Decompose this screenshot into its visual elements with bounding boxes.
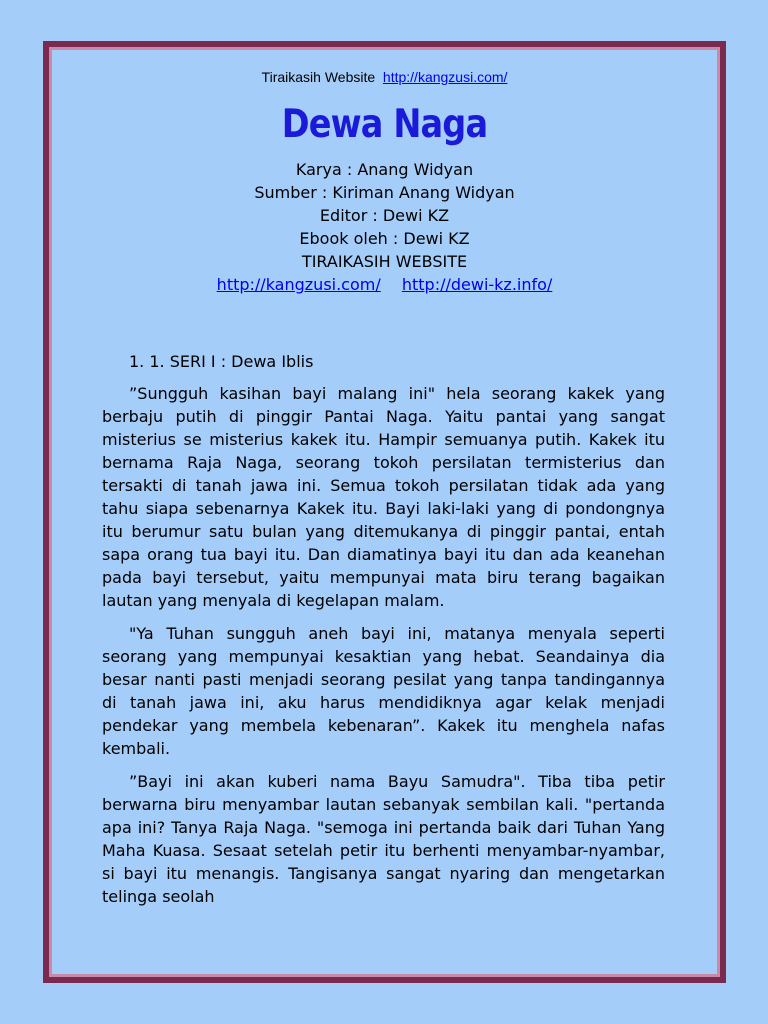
- paragraph: "Ya Tuhan sungguh aneh bayi ini, matanya menyala seperti seorang yang mempunyai kesaktian yang hebat. Seandainya dia besar nanti pasti menjadi seorang pesilat yang tanpa tandingannya di tanah jawa ini, aku harus mendidiknya agar kelak menjadi pendekar yang membela kebenaran”. Kakek itu menghela nafas kembali.: [102, 624, 665, 758]
- kangzusi-link[interactable]: http://kangzusi.com/: [216, 275, 381, 294]
- website-line: TIRAIKASIH WEBSITE: [301, 252, 468, 271]
- page-border-inner: [49, 47, 720, 977]
- site-link[interactable]: http://kangzusi.com/: [382, 69, 508, 85]
- source-line: Sumber : Kiriman Anang Widyan: [254, 183, 515, 202]
- links-line: [52, 273, 717, 296]
- author-line: Karya : Anang Widyan: [295, 160, 474, 179]
- site-name: Tiraikasih Website: [261, 69, 376, 85]
- page-border: [43, 41, 726, 983]
- site-header: [52, 69, 717, 85]
- dewi-kz-link[interactable]: http://dewi-kz.info/: [401, 275, 553, 294]
- paragraph: ”Sungguh kasihan bayi malang ini" hela seorang kakek yang berbaju putih di pinggir Pantai Naga. Yaitu pantai yang sangat misterius se misterius kakek itu. Hampir semuanya putih. Kakek itu bernama Raja Naga, seorang tokoh persilatan termisterius dan tersakti di tanah jawa ini. Semua tokoh persilatan tidak ada yang tahu siapa sebenarnya Kakek itu. Bayi laki-laki yang di pondongnya itu berumur satu bulan yang ditemukanya di pinggir pantai, entah sapa orang tua bayi itu. Dan diamatinya bayi itu dan ada keanehan pada bayi tersebut, yaitu mempunyai mata biru terang bagaikan lautan yang menyala di kegelapan malam.: [102, 384, 665, 610]
- story-body: [102, 350, 665, 918]
- ebook-line: Ebook oleh : Dewi KZ: [299, 229, 470, 248]
- page-content: [52, 50, 717, 974]
- book-meta: [52, 158, 717, 296]
- book-title: Dewa Naga: [281, 102, 488, 147]
- editor-line: Editor : Dewi KZ: [319, 206, 450, 225]
- paragraph: ”Bayi ini akan kuberi nama Bayu Samudra". Tiba tiba petir berwarna biru menyambar lautan sebanyak sembilan kali. "pertanda apa ini? Tanya Raja Naga. "semoga ini pertanda baik dari Tuhan Yang Maha Kuasa. Sesaat setelah petir itu berhenti menyambar-nyambar, si bayi itu menangis. Tangisanya sangat nyaring dan mengetarkan telinga seolah: [102, 772, 665, 906]
- chapter-heading: 1. 1. SERI I : Dewa Iblis: [129, 352, 314, 371]
